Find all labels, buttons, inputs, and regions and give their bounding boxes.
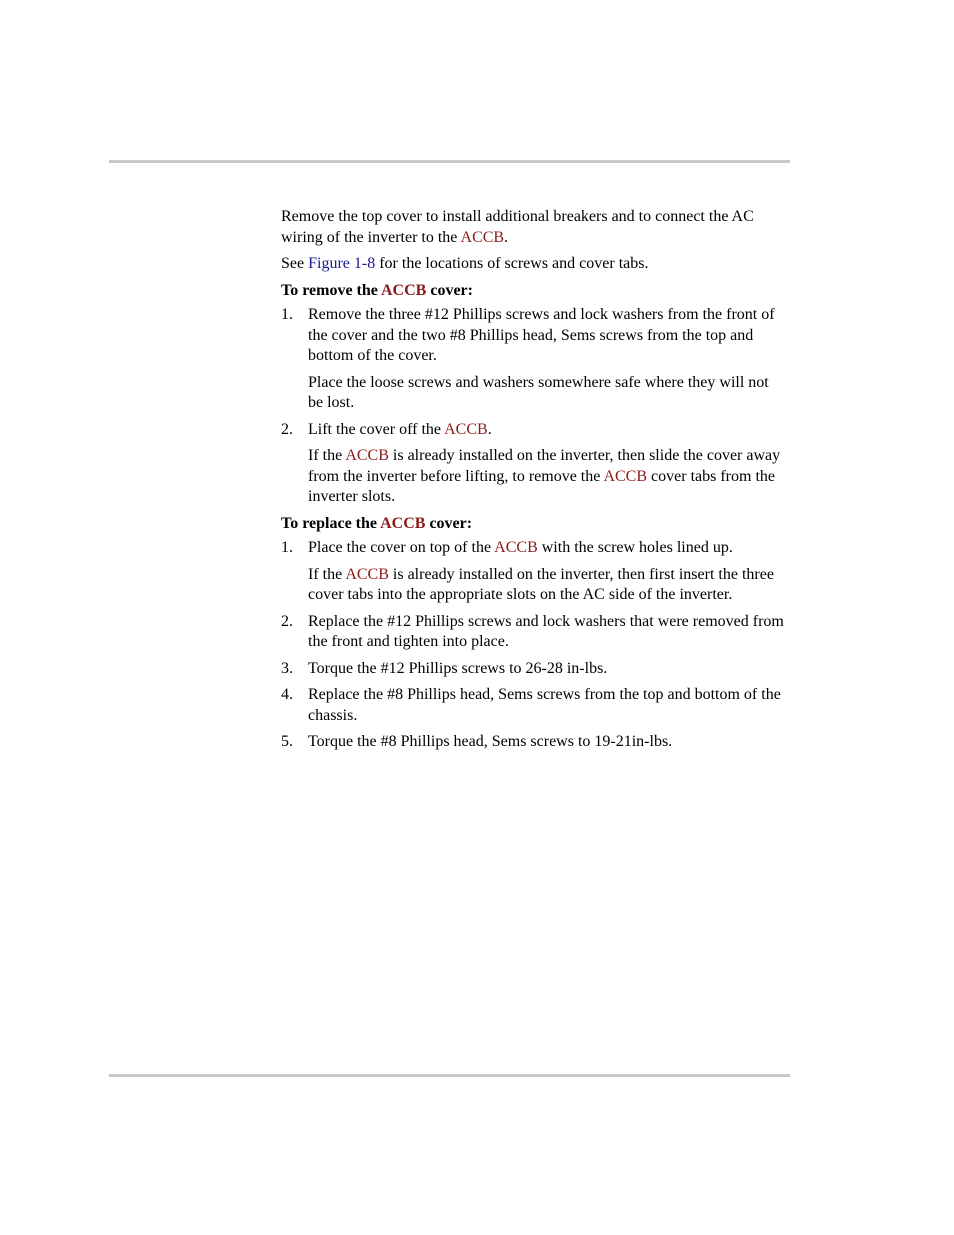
accb-term[interactable]: ACCB — [460, 228, 505, 246]
header-rule — [109, 160, 790, 163]
remove-step-1 — [281, 305, 787, 367]
step-number: 3. — [281, 659, 293, 677]
step-text: Lift the cover off the ACCB. — [308, 420, 492, 438]
replace-cover-heading: To replace the ACCB cover: — [281, 514, 473, 532]
step-number: 2. — [281, 420, 293, 438]
step-number: 5. — [281, 733, 293, 750]
see-figure-paragraph: See Figure 1-8 for the locations of screws and cover tabs. — [281, 255, 649, 272]
replace-step-5 — [281, 732, 787, 753]
accb-term[interactable]: ACCB — [381, 281, 427, 299]
accb-term[interactable]: ACCB — [380, 514, 426, 532]
step-number: 4. — [281, 686, 293, 703]
intro-paragraph: Remove the top cover to install additional breakers and to connect the AC wiring of the inverter to the ACCB. — [281, 208, 754, 246]
replace-step-1 — [281, 538, 787, 559]
step-text: Remove the three #12 Phillips screws and lock washers from the front of the cover and the two #8 Phillips head, Sems screws from the top and bottom of the cover. — [308, 306, 775, 364]
step-text: Torque the #8 Phillips head, Sems screws to 19-21in-lbs. — [308, 733, 673, 750]
step-number: 2. — [281, 612, 293, 630]
remove-step-2 — [281, 420, 787, 441]
replace-step-3 — [281, 659, 787, 680]
step-number: 1. — [281, 539, 293, 556]
replace-step-4 — [281, 685, 787, 726]
remove-step-2-note: If the ACCB is already installed on the inverter, then slide the cover away from the inverter before lifting, to remove the ACCB cover tabs from the inverter slots. — [308, 447, 781, 505]
step-number: 1. — [281, 306, 293, 323]
accb-term[interactable]: ACCB — [345, 447, 389, 464]
document-body — [281, 207, 787, 759]
accb-term[interactable]: ACCB — [494, 539, 538, 556]
footer-rule — [109, 1074, 790, 1077]
replace-step-2 — [281, 612, 787, 653]
accb-term[interactable]: ACCB — [603, 467, 648, 485]
step-text: Replace the #12 Phillips screws and lock washers that were removed from the front and tighten into place. — [308, 612, 784, 650]
remove-cover-heading: To remove the ACCB cover: — [281, 281, 473, 299]
step-text: Torque the #12 Phillips screws to 26-28 in-lbs. — [308, 659, 608, 677]
step-text: Place the cover on top of the ACCB with the screw holes lined up. — [308, 539, 733, 556]
step-text: Replace the #8 Phillips head, Sems screws from the top and bottom of the chassis. — [308, 686, 781, 724]
figure-link[interactable]: Figure 1-8 — [308, 255, 376, 272]
replace-step-1-note: If the ACCB is already installed on the inverter, then first insert the three cover tabs into the appropriate slots on the AC side of the inverter. — [308, 565, 774, 603]
accb-term[interactable]: ACCB — [345, 565, 389, 583]
remove-step-1-note: Place the loose screws and washers somewhere safe where they will not be lost. — [308, 373, 769, 411]
accb-term[interactable]: ACCB — [444, 420, 488, 438]
